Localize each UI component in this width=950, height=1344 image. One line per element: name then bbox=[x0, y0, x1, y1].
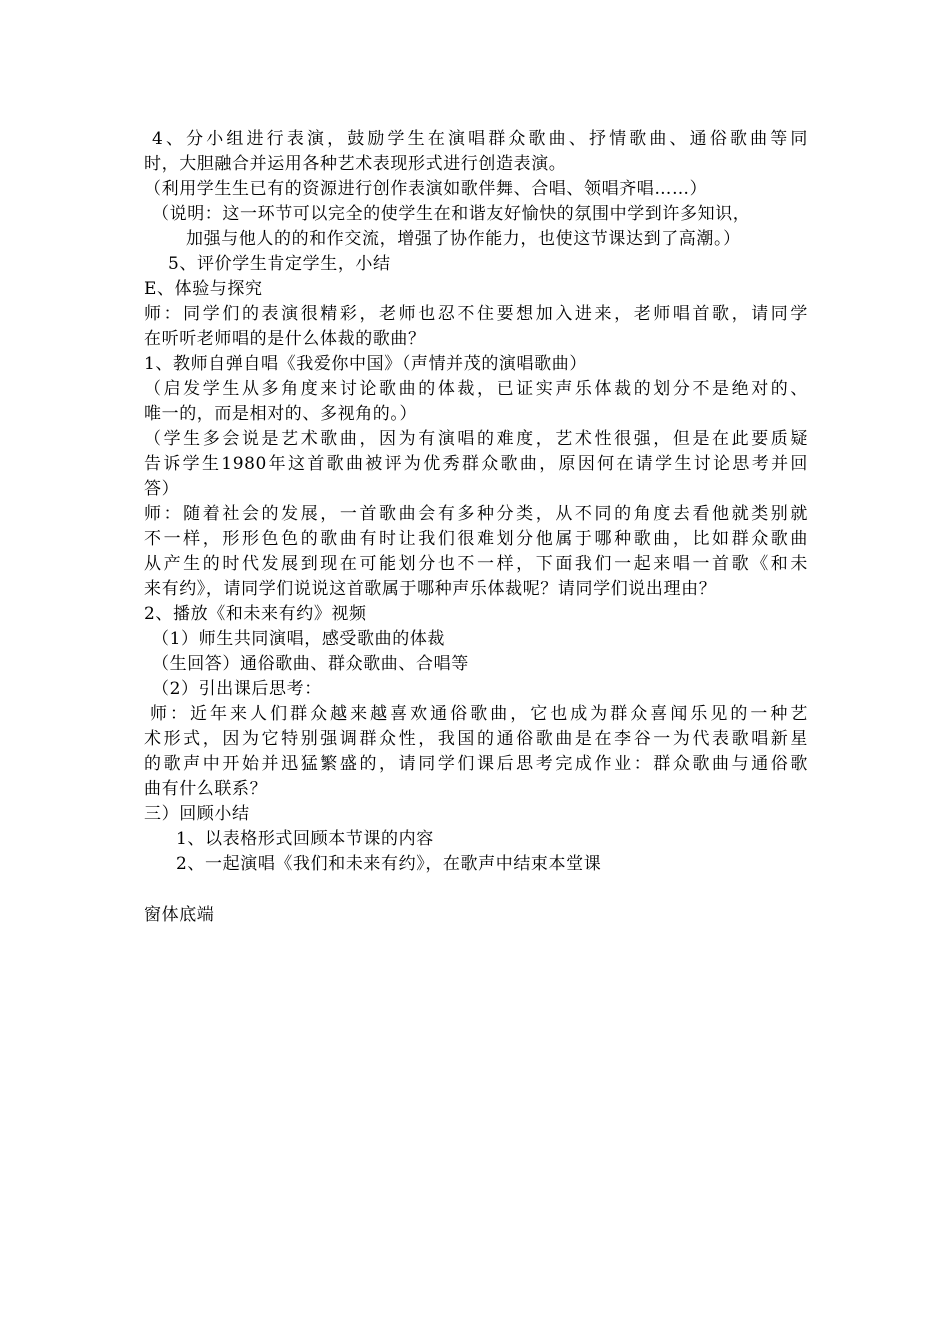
paragraph-line: 1、教师自弹自唱《我爱你中国》（声情并茂的演唱歌曲） bbox=[144, 354, 587, 374]
paragraph-line: 师：同学们的表演很精彩，老师也忍不住要想加入进来，老师唱首歌，请同学 bbox=[144, 304, 808, 324]
footer-text: 窗体底端 bbox=[144, 905, 215, 925]
paragraph-line: （2）引出课后思考： bbox=[152, 679, 322, 699]
paragraph-line: 加强与他人的的和作交流，增强了协作能力，也使这节课达到了高潮。） bbox=[186, 229, 741, 249]
paragraph-line: 2、一起演唱《我们和未来有约》，在歌声中结束本堂课 bbox=[176, 854, 602, 874]
section-heading: E、体验与探究 bbox=[144, 279, 263, 299]
paragraph-line: 答） bbox=[144, 479, 180, 499]
paragraph-line: （启发学生从多角度来讨论歌曲的体裁，已证实声乐体裁的划分不是绝对的、 bbox=[144, 379, 808, 399]
paragraph-line: 来有约》，请同学们说说这首歌属于哪种声乐体裁呢？请同学们说出理由？ bbox=[144, 579, 717, 599]
paragraph-line: （学生多会说是艺术歌曲，因为有演唱的难度，艺术性很强，但是在此要质疑 bbox=[144, 429, 808, 449]
paragraph-line: （生回答）通俗歌曲、群众歌曲、合唱等 bbox=[152, 654, 469, 674]
paragraph-line: 唯一的，而是相对的、多视角的。） bbox=[144, 404, 418, 424]
paragraph-line: 师：近年来人们群众越来越喜欢通俗歌曲，它也成为群众喜闻乐见的一种艺 bbox=[150, 704, 808, 724]
paragraph-line: 从产生的时代发展到现在可能划分也不一样，下面我们一起来唱一首歌《和未 bbox=[144, 554, 808, 574]
paragraph-line: （1）师生共同演唱，感受歌曲的体裁 bbox=[152, 629, 446, 649]
paragraph-line: 师：随着社会的发展，一首歌曲会有多种分类，从不同的角度去看他就类别就 bbox=[144, 504, 808, 524]
paragraph-line: 不一样，形形色色的歌曲有时让我们很难划分他属于哪种歌曲，比如群众歌曲 bbox=[144, 529, 808, 549]
paragraph-line: 4、分小组进行表演，鼓励学生在演唱群众歌曲、抒情歌曲、通俗歌曲等同 bbox=[152, 129, 808, 149]
paragraph-line: 曲有什么联系？ bbox=[144, 779, 268, 799]
paragraph-line: 告诉学生1980年这首歌曲被评为优秀群众歌曲，原因何在请学生讨论思考并回 bbox=[144, 454, 808, 474]
paragraph-line: 1、以表格形式回顾本节课的内容 bbox=[176, 829, 434, 849]
paragraph-line: 时，大胆融合并运用各种艺术表现形式进行创造表演。 bbox=[144, 154, 567, 174]
paragraph-line: 2、播放《和未来有约》视频 bbox=[144, 604, 367, 624]
paragraph-line: （说明：这一环节可以完全的使学生在和谐友好愉快的氛围中学到许多知识， bbox=[152, 204, 751, 224]
paragraph-line: 5、评价学生肯定学生，小结 bbox=[168, 254, 391, 274]
paragraph-line: 在听听老师唱的是什么体裁的歌曲？ bbox=[144, 329, 426, 349]
paragraph-line: 的歌声中开始并迅猛繁盛的，请同学们课后思考完成作业：群众歌曲与通俗歌 bbox=[144, 754, 808, 774]
paragraph-line: （利用学生生已有的资源进行创作表演如歌伴舞、合唱、领唱齐唱……） bbox=[144, 179, 708, 199]
section-heading: 三）回顾小结 bbox=[144, 804, 250, 824]
paragraph-line: 术形式，因为它特别强调群众性，我国的通俗歌曲是在李谷一为代表歌唱新星 bbox=[144, 729, 808, 749]
